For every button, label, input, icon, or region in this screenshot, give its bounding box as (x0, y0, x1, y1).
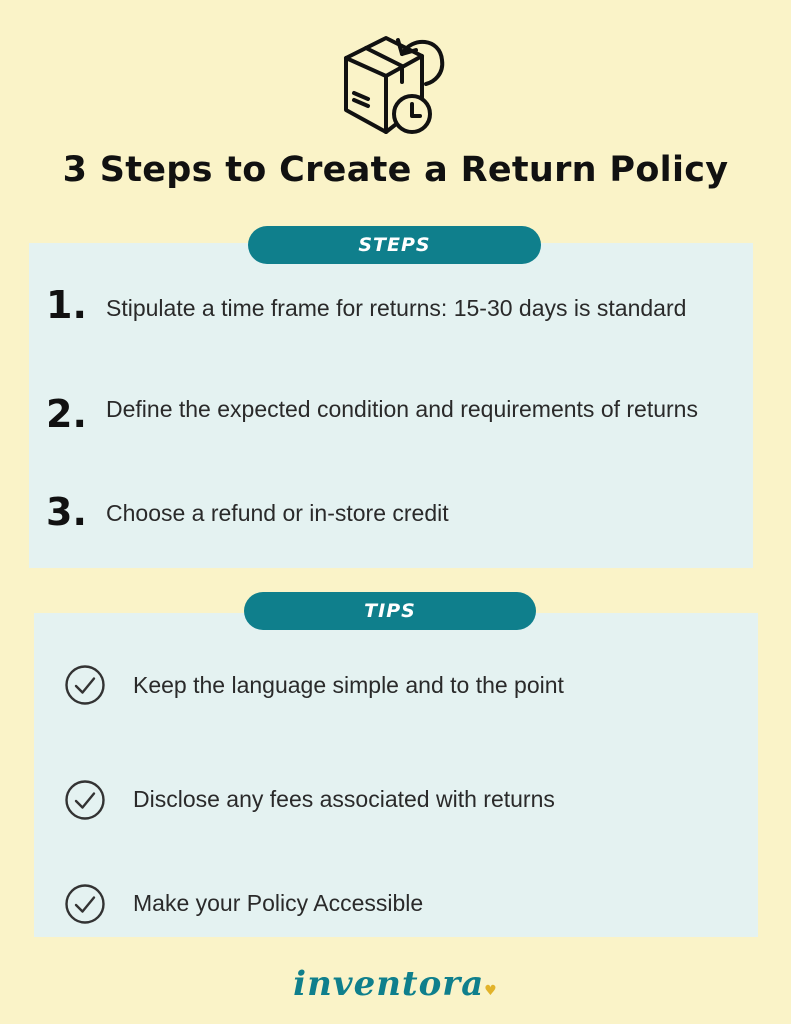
step-number-1: 1. (46, 283, 87, 327)
brand-name: inventora (293, 964, 485, 1004)
check-circle-icon (64, 883, 106, 925)
heart-icon: ♥ (484, 983, 498, 999)
return-box-clock-icon (340, 30, 450, 140)
steps-label: STEPS (248, 226, 541, 264)
check-circle-icon (64, 664, 106, 706)
step-text-3: Choose a refund or in-store credit (106, 500, 449, 526)
step-number-3: 3. (46, 490, 87, 534)
page-title: 3 Steps to Create a Return Policy (62, 150, 729, 190)
tip-text-3: Make your Policy Accessible (133, 890, 424, 916)
tip-text-2: Disclose any fees associated with returns (133, 786, 555, 812)
check-circle-icon (64, 779, 106, 821)
step-number-2: 2. (46, 392, 87, 436)
brand-logo (0, 964, 791, 1004)
step-text-2: Define the expected condition and requirements of returns (106, 396, 698, 422)
step-text-1: Stipulate a time frame for returns: 15-30 days is standard (106, 295, 687, 321)
tip-text-1: Keep the language simple and to the point (133, 672, 564, 698)
tips-label: TIPS (244, 592, 536, 630)
